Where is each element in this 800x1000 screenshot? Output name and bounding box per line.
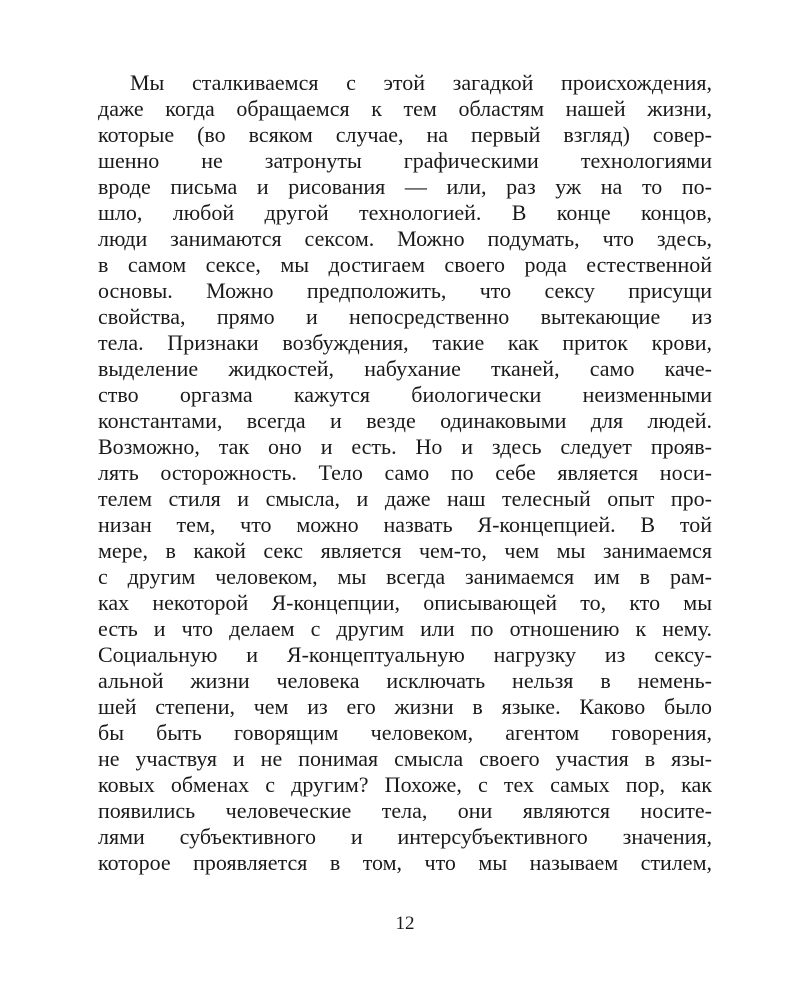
text-line: даже когда обращаемся к тем областям нашей жизни, xyxy=(98,96,712,121)
text-line: лять осторожность. Тело само по себе является носи- xyxy=(98,460,712,485)
book-page xyxy=(98,70,712,934)
text-line: вроде письма и рисования — или, раз уж на то по- xyxy=(98,174,712,199)
text-line: ках некоторой Я-концепции, описывающей то, кто мы xyxy=(98,590,712,615)
text-line: в самом сексе, мы достигаем своего рода естественной xyxy=(98,252,712,277)
text-line: Возможно, так оно и есть. Но и здесь следует прояв- xyxy=(98,434,712,459)
body-paragraph xyxy=(98,70,712,876)
text-line: люди занимаются сексом. Можно подумать, что здесь, xyxy=(98,226,712,251)
text-line: ство оргазма кажутся биологически неизменными xyxy=(98,382,712,407)
text-line: шей степени, чем из его жизни в языке. Каково было xyxy=(98,694,712,719)
text-line: которое проявляется в том, что мы называем стилем, xyxy=(98,850,712,875)
text-line: бы быть говорящим человеком, агентом говорения, xyxy=(98,720,712,745)
text-line: не участвуя и не понимая смысла своего участия в язы- xyxy=(98,746,712,771)
text-line: Социальную и Я-концептуальную нагрузку из сексу- xyxy=(98,642,712,667)
text-line: которые (во всяком случае, на первый взгляд) совер- xyxy=(98,122,712,147)
text-line: константами, всегда и везде одинаковыми для людей. xyxy=(98,408,712,433)
text-line: выделение жидкостей, набухание тканей, само каче- xyxy=(98,356,712,381)
text-line: шло, любой другой технологией. В конце концов, xyxy=(98,200,712,225)
text-line: Мы сталкиваемся с этой загадкой происхождения, xyxy=(130,70,712,95)
text-line: альной жизни человека исключать нельзя в немень- xyxy=(98,668,712,693)
text-line: шенно не затронуты графическими технологиями xyxy=(98,148,712,173)
text-line: ковых обменах с другим? Похоже, с тех самых пор, как xyxy=(98,772,712,797)
text-line: лями субъективного и интерсубъективного значения, xyxy=(98,824,712,849)
text-line: тела. Признаки возбуждения, такие как приток крови, xyxy=(98,330,712,355)
text-line: мере, в какой секс является чем-то, чем мы занимаемся xyxy=(98,538,712,563)
text-line: с другим человеком, мы всегда занимаемся им в рам- xyxy=(98,564,712,589)
text-line: основы. Можно предположить, что сексу присущи xyxy=(98,278,712,303)
text-line: появились человеческие тела, они являются носите- xyxy=(98,798,712,823)
text-line: свойства, прямо и непосредственно вытекающие из xyxy=(98,304,712,329)
page-number: 12 xyxy=(395,913,415,934)
text-line: телем стиля и смысла, и даже наш телесный опыт про- xyxy=(98,486,712,511)
text-line: есть и что делаем с другим или по отношению к нему. xyxy=(98,616,712,641)
text-line: низан тем, что можно назвать Я-концепцией. В той xyxy=(98,512,712,537)
